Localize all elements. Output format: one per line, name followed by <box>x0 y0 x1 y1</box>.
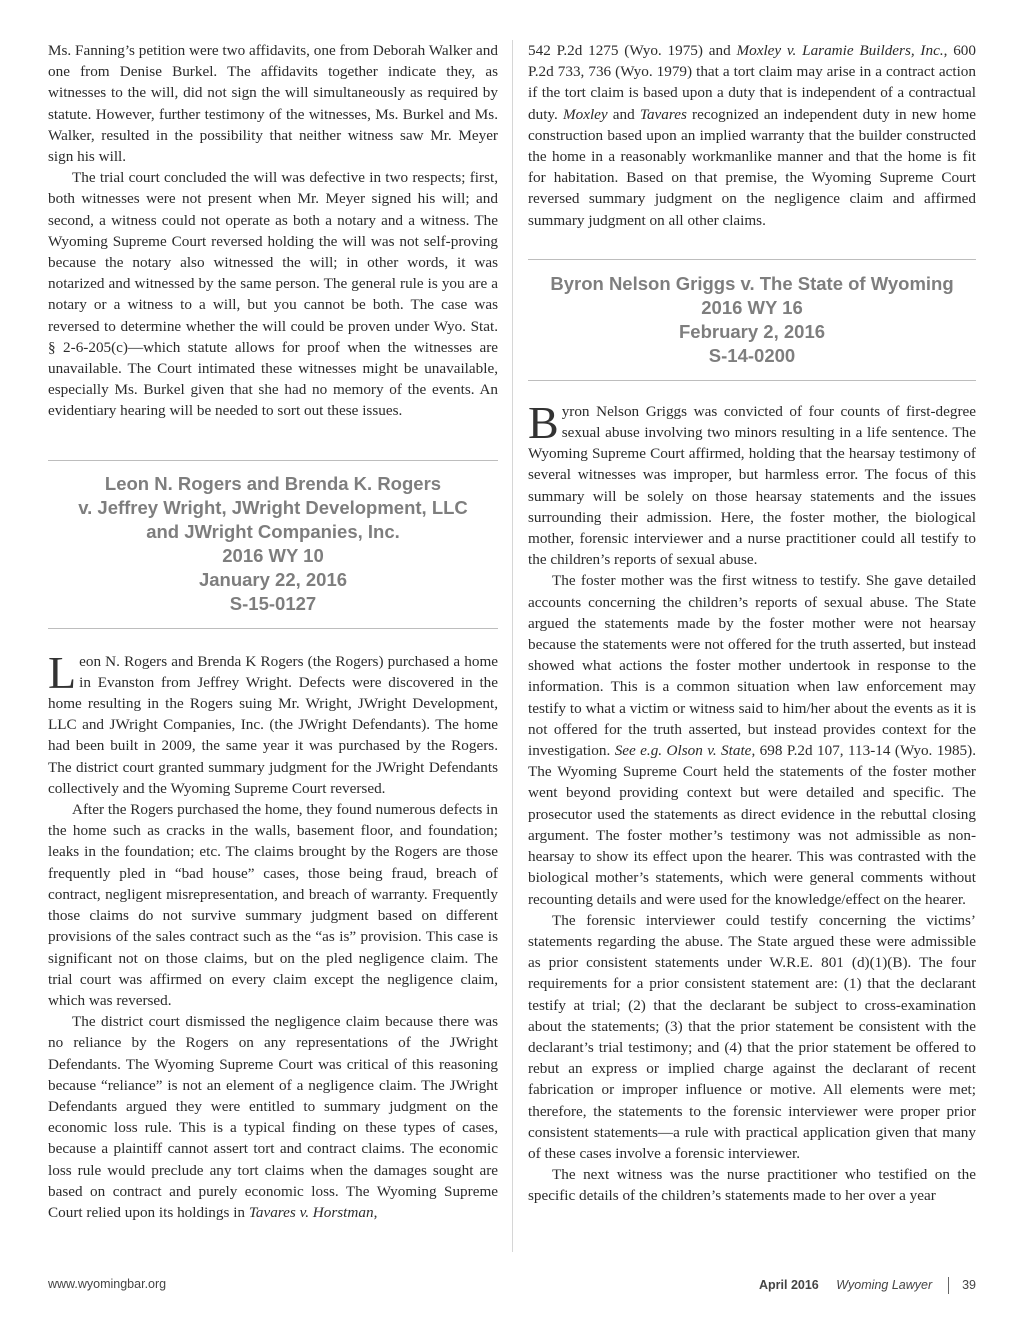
magazine-name: Wyoming Lawyer <box>836 1277 933 1292</box>
case-citation: 2016 WY 10 <box>222 544 324 566</box>
case-name-italic: Moxley <box>562 105 608 123</box>
case-docket: S-15-0127 <box>229 592 317 614</box>
paragraph-text: and <box>607 105 640 123</box>
paragraph: The trial court concluded the will was defective in two respects; first, both witnesses were not present when Mr. Meyer signed his will; and second, a witness could not operate as both a notary and a witness. The Wyoming Supreme Court reversed holding the will was not self-proving because the notary also witnessed the will; in other words, it was notarized and witnessed by the same person. The general rule is you are a notary or a witness to a will, but you cannot be both. The case was reversed to determine whether the will could be proven under Wyo. Stat. § 2-6-205(c)—which statute allows for proof when the witnesses are unavailable. The Court intimated these witnesses might be unavailable, especially Ms. Burkel given that she had no memory of the events. An evidentiary hearing will be needed to sort out these issues. <box>48 169 498 420</box>
paragraph-text: , 600 P.2d 733, 736 (Wyo. 1979) that a tort claim may arise in a contract action if the tort claim is based upon a duty that is independent of a contractual duty. <box>528 42 976 123</box>
case-date: February 2, 2016 <box>678 320 826 342</box>
paragraph-text: 542 P.2d 1275 (Wyo. 1975) and <box>528 42 737 59</box>
issue-date: April 2016 <box>759 1277 819 1292</box>
paragraph: After the Rogers purchased the home, they found numerous defects in the home such as cracks in the walls, basement floor, and foundation; leaks in the foundation; etc. The claims brought by the Rogers are those frequently pled in “bad house” cases, those being fraud, breach of contract, negligent misrepresentation, and breach of warranty. Frequently those claims do not survive summary judgment based on different provisions of the sales contract such as the “as is” provision. This case is significant not on those claims, but on the pled negligence claim. The trial court was affirmed on every claim except the negligence claim, which was reversed. <box>48 801 498 1009</box>
page-footer <box>48 1277 976 1297</box>
drop-cap: L <box>48 646 77 698</box>
right-column <box>528 40 976 1207</box>
case-title-line: and JWright Companies, Inc. <box>146 520 400 542</box>
paragraph <box>48 1011 498 1223</box>
paragraph: The forensic interviewer could testify concerning the victims’ statements regarding the abuse. The State argued these were admissible as prior consistent statements under W.R.E. 801 (d)(1)(B). The four requirements for a prior consistent statement are: (1) that the declarant testify at trial; (2) that the declarant be subject to cross-examination about the statements; (3) that the prior statement be consistent with the declarant’s trial testimony; and (4) that the prior statement be offered to rebut an express or implied charge against the declarant of recent fabrication or improper influence or motive. All elements were met; therefore, the statements to the forensic interviewer were proper prior consistent statements—a rule with practical application given that many of these cases involve a forensic interviewer. <box>528 911 976 1162</box>
left-column <box>48 40 498 1223</box>
case-title-line: v. Jeffrey Wright, JWright Development, LLC <box>78 496 468 518</box>
case-heading-griggs <box>528 259 976 381</box>
paragraph-text: yron Nelson Griggs was convicted of four counts of first-degree sexual abuse involving two minors resulting in a life sentence. The Wyoming Supreme Court affirmed, holding that the hearsay testimony of several witnesses was improper, but harmless error. The focus of this summary will be solely on those hearsay statements and the issues surrounding their admission. Here, the foster mother, the biological mother, forensic interviewer and a nurse practitioner could all testify to the children’s reports of sexual abuse. <box>528 402 976 569</box>
case-heading-rogers <box>48 460 498 629</box>
footer-divider <box>948 1277 949 1294</box>
paragraph-text: The foster mother was the first witness to testify. She gave detailed accounts concerning the children’s reports of sexual abuse. The State argued the statements made by the foster mother were not hearsay because the statements were not offered for the truth asserted, but instead showed what actions the foster mother undertook in response to the information. This is a common situation when law enforcement may testify to what a victim or witness said to him/her about the events as it is not offered for the truth asserted, but instead provides context for the investigation. <box>528 572 976 760</box>
case-docket: S-14-0200 <box>708 344 796 366</box>
paragraph <box>48 646 498 799</box>
case-name-italic: Tavares <box>639 105 687 123</box>
paragraph <box>528 570 976 909</box>
paragraph-text: , <box>373 1203 378 1221</box>
citation-italic: See e.g. Olson v. State <box>614 742 752 760</box>
column-divider <box>512 40 513 1252</box>
case-title-line: Byron Nelson Griggs v. The State of Wyoming <box>550 272 954 294</box>
paragraph <box>528 40 976 231</box>
paragraph-text: , 698 P.2d 107, 113-14 (Wyo. 1985). The Wyoming Supreme Court held the statements of the foster mother went beyond providing context but were detailed and specific. The prosecutor used the statements as direct evidence in the rebuttal closing argument. The foster mother’s testimony was not admissible as non-hearsay to show its effect upon the hearer. This was contrasted with the biological mother’s statements, which were general comments without recounting details and were used for the knowledge/effect on the hearer. <box>528 742 977 908</box>
case-name-italic: Moxley v. Laramie Builders, Inc. <box>736 42 944 59</box>
case-date: January 22, 2016 <box>198 568 348 590</box>
page-number: 39 <box>962 1277 976 1292</box>
case-title-line: Leon N. Rogers and Brenda K. Rogers <box>104 472 442 494</box>
case-name-italic: Tavares v. Horstman <box>248 1203 374 1221</box>
paragraph: The next witness was the nurse practitioner who testified on the specific details of the children’s statements made to her over a year <box>528 1166 976 1205</box>
paragraph-text: eon N. Rogers and Brenda K Rogers (the Rogers) purchased a home in Evanston from Jeffrey Wright. Defects were discovered in the home resulting in the Rogers suing Mr. Wright, JWright Development, LLC and JWright Companies, Inc. (the JWright Defendants). The home had been built in 2009, the same year it was purchased by the Rogers. The district court granted summary judgment for the JWright Defendants collectively and the Wyoming Supreme Court reversed. <box>48 652 498 797</box>
paragraph-text: The district court dismissed the negligence claim because there was no reliance by the Rogers on any representations of the JWright Defendants. The Wyoming Supreme Court was critical of this reasoning because “reliance” is not an element of a negligence claim. The JWright Defendants argued they were entitled to summary judgment on the economic loss rule. This is a typical finding on these types of cases, because a plaintiff cannot assert tort and contract claims. The economic loss rule would preclude any tort claims when the damages sought are based on contract and purely economic loss. The Wyoming Supreme Court relied upon its holdings in <box>48 1013 498 1221</box>
case-citation: 2016 WY 16 <box>701 296 803 318</box>
paragraph: Ms. Fanning’s petition were two affidavits, one from Deborah Walker and one from Denise Burkel. The affidavits together indicate they, as witnesses to the will, did not sign the will simultaneously as required by statute. However, further testimony of the witnesses, Ms. Burkel and Ms. Walker, resulted in the possibility that neither witness saw Mr. Meyer sign his will. <box>48 42 498 166</box>
drop-cap: B <box>528 396 559 448</box>
paragraph <box>528 396 976 571</box>
footer-issue-info <box>759 1277 976 1294</box>
paragraph-text: recognized an independent duty in new home construction based upon an implied warranty that the builder constructed the home in a reasonably workmanlike manner and that the home is fit for habitation. Based on that premise, the Wyoming Supreme Court reversed summary judgment on the negligence claim and affirmed summary judgment on all other claims. <box>528 105 976 229</box>
footer-url[interactable]: www.wyomingbar.org <box>48 1277 167 1291</box>
